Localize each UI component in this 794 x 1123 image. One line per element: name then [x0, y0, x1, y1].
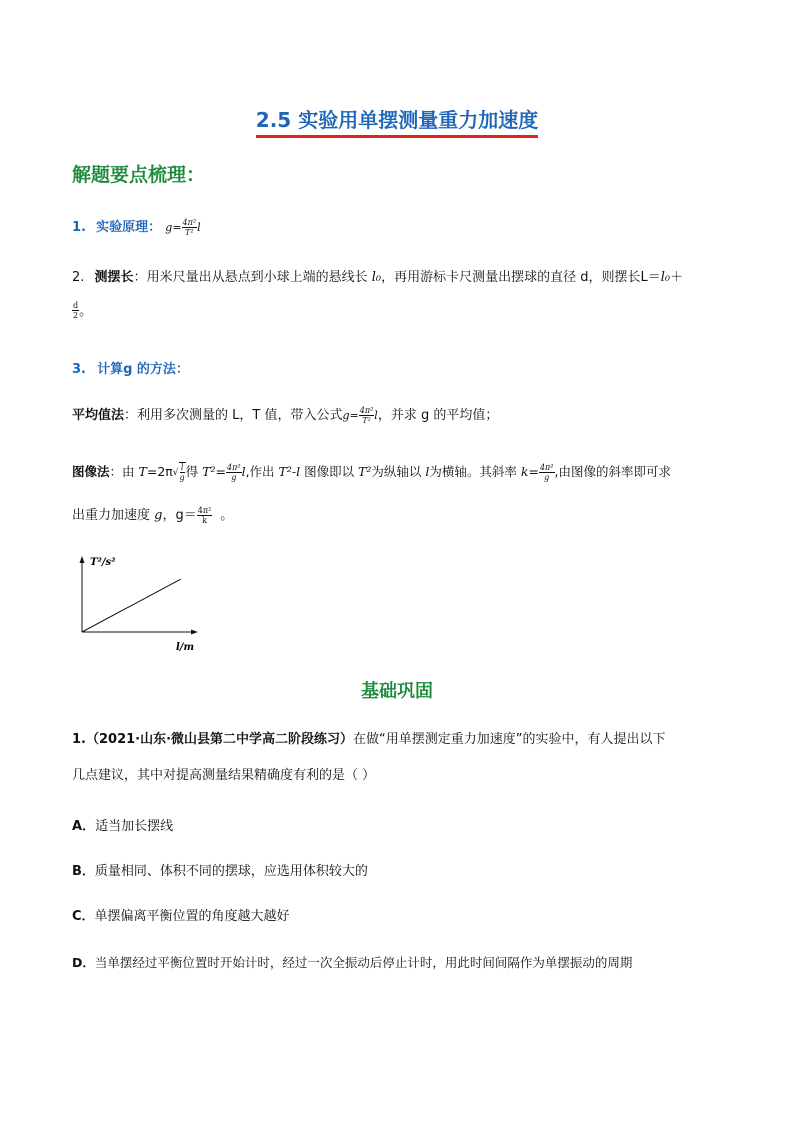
t2-l-chart [60, 548, 210, 660]
item2-number: 2. [72, 270, 85, 285]
graph-f2-num: 4π² [539, 463, 554, 472]
graph-f3-num: 4π² [197, 506, 212, 515]
graph-fraction-1 [226, 463, 242, 482]
avg-text-a: ：利用多次测量的 L，T 值，带入公式 [124, 408, 343, 423]
option-c[interactable] [72, 907, 290, 927]
graph-t10: ,由图像的斜率即可求 [554, 464, 671, 479]
item1-frac-den: T² [185, 228, 194, 237]
section-heading-key-points: 解题要点梳理： [72, 164, 206, 186]
x-axis-label: l/m [176, 642, 195, 653]
item3-label: 计算g 的方法： [97, 362, 189, 377]
item2-text-a: ：用米尺量出从悬点到小球上端的悬线长 [133, 270, 368, 285]
graph-fraction-2 [539, 463, 555, 482]
graph-lb: l [425, 464, 430, 479]
graph-t7: 为纵轴以 [371, 464, 426, 479]
graph-label: 图像法 [72, 464, 110, 479]
graph-t5: ,作出 [245, 464, 279, 479]
item2-d-den: 2 [73, 311, 79, 320]
graph-f1-den: g [231, 473, 237, 482]
graph-line2-b: ，g＝ [162, 508, 197, 523]
question-1-line1 [72, 730, 666, 750]
option-a-key: A． [72, 819, 96, 834]
graph-t4: = [215, 464, 226, 479]
item-experiment-principle [72, 218, 201, 238]
avg-eq: = [349, 409, 359, 422]
graph-T2: T² [202, 464, 216, 479]
graph-f3-den: k [202, 516, 207, 525]
option-c-text: 单摆偏离平衡位置的角度越大越好 [94, 909, 290, 924]
item-compute-g [72, 358, 189, 377]
avg-text-b: ，并求 g 的平均值； [377, 408, 499, 423]
option-b[interactable] [72, 862, 368, 882]
q1-stem-a: 在做“用单摆测定重力加速度”的实验中，有人提出以下 [353, 732, 666, 747]
y-axis-label: T²/s² [90, 557, 116, 568]
graph-line2-c: 。 [220, 508, 234, 523]
q1-source: （2021·山东·微山县第二中学高二阶段练习） [85, 732, 354, 747]
graph-T2b: T² [358, 464, 372, 479]
graph-method-line2 [72, 506, 233, 526]
question-1-line2: 几点建议，其中对提高测量结果精确度有利的是（ ） [72, 768, 376, 783]
option-c-key: C． [72, 909, 95, 924]
x-axis-arrow [191, 630, 198, 635]
item2-label: 测摆长 [94, 270, 134, 285]
graph-T: T [138, 464, 147, 479]
item2-text-b: ，再用游标卡尺测量出摆球的直径 d，则摆长L＝ [381, 270, 661, 285]
option-a-text: 适当加长摆线 [95, 819, 174, 834]
option-d-key: D． [72, 955, 95, 970]
graph-T2l: T²-l [278, 464, 301, 479]
option-d-text: 当单摆经过平衡位置时开始计时，经过一次全振动后停止计时，用此时间间隔作为单摆振动的周期 [94, 955, 633, 970]
item1-number: 1. [72, 220, 86, 235]
graph-t9: = [528, 464, 539, 479]
graph-method [72, 462, 671, 483]
graph-l: l [241, 464, 246, 479]
avg-l: l [374, 409, 378, 422]
graph-f1-num: 4π² [227, 463, 241, 472]
graph-gi: g [154, 508, 163, 523]
graph-t2: =2π [146, 464, 173, 479]
option-d[interactable] [72, 953, 632, 973]
average-method [72, 406, 498, 426]
item1-l: l [197, 221, 201, 234]
q1-number: 1. [72, 732, 86, 747]
item2-l0a: l₀ [371, 270, 382, 285]
graph-sqrt-den: g [179, 473, 185, 482]
graph-sqrt: √ $\frac{l}{g}$ [172, 463, 185, 482]
graph-t1: ：由 [109, 464, 139, 479]
avg-g: g [342, 409, 350, 422]
page-title [0, 104, 794, 138]
avg-fraction [359, 406, 375, 425]
item1-fraction [182, 218, 198, 237]
item2-l0b: l₀ [660, 270, 671, 285]
option-b-key: B． [72, 864, 95, 879]
item1-g: g [165, 221, 173, 234]
item2-continuation [72, 300, 92, 320]
graph-f2-den: g [544, 473, 550, 482]
graph-t3: 得 [185, 464, 203, 479]
item1-frac-num: 4π² [182, 218, 197, 227]
item2-d-num: d [73, 301, 79, 310]
item1-eq: = [172, 221, 182, 234]
graph-t6: 图像即以 [300, 464, 359, 479]
item2-plus: ＋ [670, 270, 684, 285]
item2-end: 。 [79, 304, 93, 319]
avg-frac-num: 4π² [359, 406, 374, 415]
y-axis-arrow [80, 556, 85, 563]
avg-frac-den: T² [362, 416, 371, 425]
page-title-text: 2.5 实验用单摆测量重力加速度 [256, 104, 538, 138]
graph-k: k [520, 464, 529, 479]
item-measure-length [72, 268, 683, 288]
option-a[interactable] [72, 817, 173, 837]
option-b-text: 质量相同、体积不同的摆球，应选用体积较大的 [94, 864, 368, 879]
item1-label: 实验原理： [96, 220, 162, 235]
graph-line2-a: 出重力加速度 [72, 508, 155, 523]
series-line [82, 579, 181, 632]
section-heading-basics: 基础巩固 [361, 681, 433, 702]
graph-sqrt-num: l [180, 463, 184, 472]
item3-number: 3. [72, 362, 86, 377]
graph-t8: 为横轴。其斜率 [429, 464, 521, 479]
graph-fraction-3 [197, 506, 213, 525]
avg-label: 平均值法 [72, 408, 125, 423]
